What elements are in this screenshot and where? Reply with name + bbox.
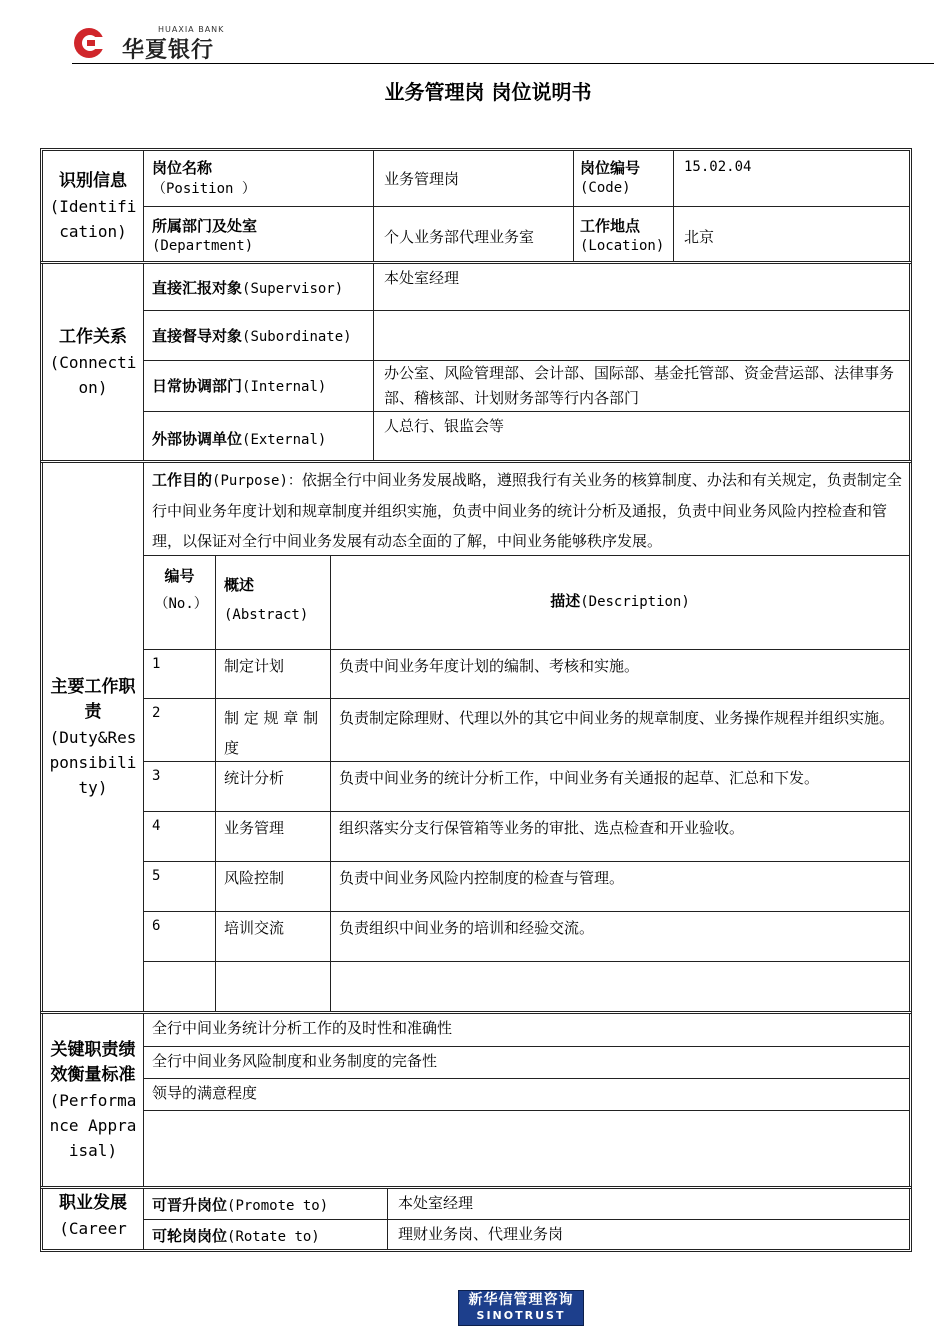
connection-label xyxy=(43,264,144,460)
duty-no: 5 xyxy=(143,861,215,911)
connection-label-en: (Connection) xyxy=(49,352,137,397)
sinotrust-logo xyxy=(458,1290,584,1326)
duties-label xyxy=(43,463,144,1011)
duties-label-en: (Duty&Responsibility) xyxy=(49,727,137,797)
internal-value: 办公室、风险管理部、会计部、国际部、基金托管部、资金营运部、法律事务部、稽核部、计划财务部等行内各部门 xyxy=(373,360,909,411)
duty-empty-cell xyxy=(330,961,909,1011)
position-key: 岗位名称 （Position ） xyxy=(143,151,373,206)
header-divider xyxy=(72,63,934,64)
footer-logo-cn: 新华信管理咨询 xyxy=(468,1292,574,1308)
rotate-value: 理财业务岗、代理业务岗 xyxy=(387,1219,909,1249)
performance-empty xyxy=(143,1110,909,1186)
duty-desc: 组织落实分支行保管箱等业务的审批、选点检查和开业验收。 xyxy=(330,811,909,861)
department-value: 个人业务部代理业务室 xyxy=(373,206,573,261)
duty-no: 3 xyxy=(143,761,215,811)
location-value: 北京 xyxy=(673,206,909,261)
promote-value: 本处室经理 xyxy=(387,1189,909,1219)
duty-abstract: 业务管理 xyxy=(215,811,330,861)
performance-label-en: (Performance Appraisal) xyxy=(49,1090,137,1160)
page-header xyxy=(0,0,950,70)
duty-abstract: 统计分析 xyxy=(215,761,330,811)
duty-empty-cell xyxy=(215,961,330,1011)
subordinate-value xyxy=(373,310,909,360)
career-label xyxy=(43,1189,144,1249)
duty-desc: 负责中间业务的统计分析工作，中间业务有关通报的起草、汇总和下发。 xyxy=(330,761,909,811)
department-key-en: (Department) xyxy=(152,238,254,254)
bank-name-cn: 华夏银行 xyxy=(122,38,215,63)
department-key: 所属部门及处室 (Department) xyxy=(143,206,373,261)
performance-label-cn: 关键职责绩效衡量标准 xyxy=(50,1039,136,1085)
col-no-header: 编号 （No.） xyxy=(143,555,215,649)
duty-abstract: 风险控制 xyxy=(215,861,330,911)
identification-label-en: (Identification) xyxy=(49,196,137,241)
performance-label xyxy=(43,1014,144,1186)
external-value: 人总行、银监会等 xyxy=(373,411,909,460)
identification-label xyxy=(43,151,144,261)
footer-logo-en: SINOTRUST xyxy=(476,1309,566,1322)
subordinate-key: 直接督导对象(Subordinate) xyxy=(143,310,373,360)
duty-abstract: 培训交流 xyxy=(215,911,330,961)
internal-key: 日常协调部门(Internal) xyxy=(143,360,373,411)
duty-desc: 负责中间业务风险内控制度的检查与管理。 xyxy=(330,861,909,911)
duty-no: 6 xyxy=(143,911,215,961)
duty-abstract: 制定计划 xyxy=(215,649,330,698)
identification-section xyxy=(40,148,912,264)
duty-abstract: 制 定 规 章 制 度 xyxy=(215,698,330,761)
col-desc-header: 描述(Description) xyxy=(330,555,909,649)
duty-desc: 负责中间业务年度计划的编制、考核和实施。 xyxy=(330,649,909,698)
purpose-block xyxy=(143,463,909,555)
duty-desc: 负责制定除理财、代理以外的其它中间业务的规章制度、业务操作规程并组织实施。 xyxy=(330,698,909,761)
position-key-en: （Position ） xyxy=(152,181,256,197)
duties-section xyxy=(40,460,912,1014)
duty-no: 2 xyxy=(143,698,215,761)
performance-section xyxy=(40,1011,912,1189)
duty-no: 1 xyxy=(143,649,215,698)
rotate-key: 可轮岗岗位(Rotate to) xyxy=(143,1219,387,1249)
bank-name-en: HUAXIA BANK xyxy=(158,25,225,34)
location-key-en: (Location) xyxy=(580,238,665,254)
duty-no: 4 xyxy=(143,811,215,861)
identification-label-cn: 识别信息 xyxy=(59,170,127,191)
external-key: 外部协调单位(External) xyxy=(143,411,373,460)
huaxia-bank-logo-icon xyxy=(72,26,112,60)
performance-item: 全行中间业务风险制度和业务制度的完备性 xyxy=(143,1046,909,1078)
position-value: 业务管理岗 xyxy=(373,151,573,206)
col-abstract-header: 概述 (Abstract) xyxy=(215,555,330,649)
connection-section xyxy=(40,261,912,463)
code-key-en: (Code) xyxy=(580,180,631,196)
career-label-en: (Career xyxy=(59,1219,127,1238)
connection-label-cn: 工作关系 xyxy=(59,326,127,347)
career-section xyxy=(40,1186,912,1252)
career-label-cn: 职业发展 xyxy=(59,1193,127,1213)
purpose-key-en: (Purpose)： xyxy=(212,473,302,489)
duty-desc: 负责组织中间业务的培训和经验交流。 xyxy=(330,911,909,961)
performance-item: 全行中间业务统计分析工作的及时性和准确性 xyxy=(143,1014,909,1046)
duties-label-cn: 主要工作职责 xyxy=(50,676,136,722)
code-key: 岗位编号 (Code) xyxy=(573,151,673,206)
supervisor-key: 直接汇报对象(Supervisor) xyxy=(143,264,373,310)
purpose-key: 工作目的 xyxy=(152,471,213,489)
promote-key: 可晋升岗位(Promote to) xyxy=(143,1189,387,1219)
performance-item: 领导的满意程度 xyxy=(143,1078,909,1110)
document-title: 业务管理岗 岗位说明书 xyxy=(384,80,592,104)
location-key: 工作地点 (Location) xyxy=(573,206,673,261)
purpose-text: 依据全行中间业务发展战略，遵照我行有关业务的核算制度、办法和有关规定，负责制定全行中间业务年度计划和规章制度并组织实施，负责中间业务的统计分析及通报，负责中间业务风险内控检查和管理，以保证对全行中间业务发展有动态全面的了解，中间业务能够秩序发展。 xyxy=(152,471,902,550)
supervisor-value: 本处室经理 xyxy=(373,264,909,310)
code-value: 15.02.04 xyxy=(673,151,909,206)
duty-empty-cell xyxy=(143,961,215,1011)
